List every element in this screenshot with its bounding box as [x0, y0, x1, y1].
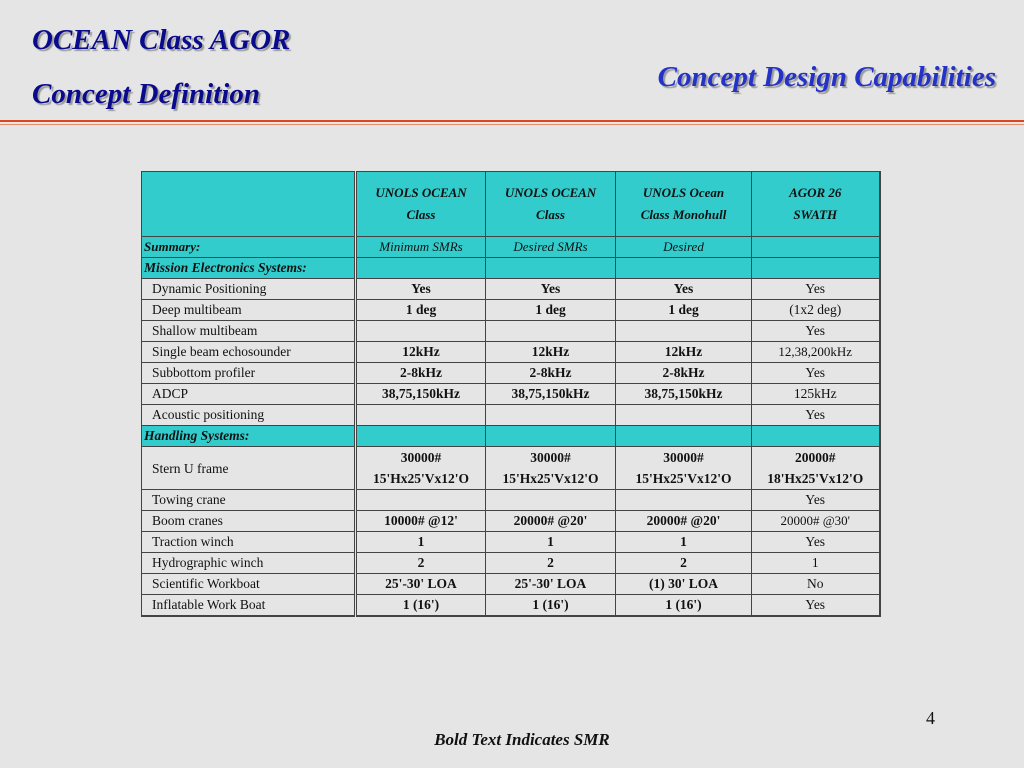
capabilities-table: [141, 171, 881, 617]
row-label: Inflatable Work Boat: [142, 595, 356, 617]
row-label: Stern U frame: [142, 447, 356, 490]
table-row: [142, 279, 880, 300]
table-cell: [616, 405, 752, 426]
table-cell: 1 (16'): [616, 595, 752, 617]
table-cell: 30000# 15'Hx25'Vx12'O: [616, 447, 752, 490]
footnote: Bold Text Indicates SMR: [434, 730, 610, 749]
table-cell: [752, 258, 880, 279]
table-cell: (1) 30' LOA: [616, 574, 752, 595]
table-cell: [616, 258, 752, 279]
table-row: [142, 511, 880, 532]
table-cell: Yes: [752, 405, 880, 426]
table-cell: 38,75,150kHz: [616, 384, 752, 405]
table-cell: 125kHz: [752, 384, 880, 405]
table-row: [142, 342, 880, 363]
table-cell: [356, 490, 486, 511]
table-row: [142, 405, 880, 426]
header-corner-cell: [142, 172, 356, 237]
table-row: [142, 300, 880, 321]
table-cell: 30000# 15'Hx25'Vx12'O: [356, 447, 486, 490]
table-cell: 12kHz: [486, 342, 616, 363]
column-header: UNOLS OCEAN Class: [486, 172, 616, 237]
table-cell: [356, 258, 486, 279]
table-cell: 38,75,150kHz: [486, 384, 616, 405]
table-cell: Yes: [752, 532, 880, 553]
row-label: Boom cranes: [142, 511, 356, 532]
table-cell: 1 deg: [486, 300, 616, 321]
column-header: AGOR 26 SWATH: [752, 172, 880, 237]
table-row: [142, 532, 880, 553]
section-row-mission: [142, 258, 880, 279]
table-cell: 38,75,150kHz: [356, 384, 486, 405]
row-label: Shallow multibeam: [142, 321, 356, 342]
table-cell: 12,38,200kHz: [752, 342, 880, 363]
table-cell: 2: [356, 553, 486, 574]
table-cell: [752, 426, 880, 447]
page-number: 4: [926, 708, 935, 728]
table-cell: 12kHz: [356, 342, 486, 363]
table-cell: Yes: [752, 321, 880, 342]
row-label: Deep multibeam: [142, 300, 356, 321]
table-cell: 2: [616, 553, 752, 574]
title-line-2: Concept Definition: [32, 78, 260, 110]
table-row: [142, 553, 880, 574]
row-label: Single beam echosounder: [142, 342, 356, 363]
table-cell: 1: [356, 532, 486, 553]
table-cell: Yes: [752, 279, 880, 300]
row-label: Acoustic positioning: [142, 405, 356, 426]
table-row: [142, 321, 880, 342]
table-cell: 2: [486, 553, 616, 574]
table-cell: [486, 490, 616, 511]
row-label: Summary:: [142, 237, 356, 258]
section-row-handling: [142, 426, 880, 447]
row-label: ADCP: [142, 384, 356, 405]
summary-row: [142, 237, 880, 258]
row-label: Scientific Workboat: [142, 574, 356, 595]
title-line-1: OCEAN Class AGOR: [32, 24, 291, 56]
table-cell: Yes: [752, 595, 880, 617]
table-cell: [616, 490, 752, 511]
table-cell: Desired: [616, 237, 752, 258]
table-cell: [356, 405, 486, 426]
table-cell: 20000# @20': [486, 511, 616, 532]
table-cell: [486, 321, 616, 342]
table-cell: (1x2 deg): [752, 300, 880, 321]
table-row: [142, 363, 880, 384]
table-cell: 1 (16'): [356, 595, 486, 617]
table-cell: 20000# 18'Hx25'Vx12'O: [752, 447, 880, 490]
table-cell: [486, 405, 616, 426]
table-row: [142, 490, 880, 511]
table-cell: Minimum SMRs: [356, 237, 486, 258]
table-row: [142, 574, 880, 595]
table-cell: Desired SMRs: [486, 237, 616, 258]
table-cell: 1 (16'): [486, 595, 616, 617]
table-cell: [752, 237, 880, 258]
table-cell: [486, 426, 616, 447]
header-rule-thin: [0, 124, 1024, 125]
column-header: UNOLS OCEAN Class: [356, 172, 486, 237]
table-cell: 1: [616, 532, 752, 553]
table-cell: 1: [486, 532, 616, 553]
table-cell: 2-8kHz: [356, 363, 486, 384]
table-row: [142, 384, 880, 405]
row-label: Towing crane: [142, 490, 356, 511]
table-cell: 25'-30' LOA: [356, 574, 486, 595]
table-header-row: [142, 172, 880, 237]
table-cell: 10000# @12': [356, 511, 486, 532]
row-label: Subbottom profiler: [142, 363, 356, 384]
row-label: Dynamic Positioning: [142, 279, 356, 300]
table-cell: [616, 426, 752, 447]
table-cell: 1: [752, 553, 880, 574]
table-cell: [356, 426, 486, 447]
section-label: Mission Electronics Systems:: [142, 258, 356, 279]
section-label: Handling Systems:: [142, 426, 356, 447]
column-header: UNOLS Ocean Class Monohull: [616, 172, 752, 237]
table-cell: Yes: [486, 279, 616, 300]
table-cell: [486, 258, 616, 279]
table-row: [142, 447, 880, 490]
table-cell: 2-8kHz: [486, 363, 616, 384]
table-cell: [356, 321, 486, 342]
table-cell: 20000# @20': [616, 511, 752, 532]
table-cell: No: [752, 574, 880, 595]
table-cell: 1 deg: [356, 300, 486, 321]
row-label: Traction winch: [142, 532, 356, 553]
slide-subtitle: Concept Design Capabilities: [657, 61, 996, 93]
table-cell: [616, 321, 752, 342]
table-cell: 12kHz: [616, 342, 752, 363]
table-cell: Yes: [356, 279, 486, 300]
table-cell: 20000# @30': [752, 511, 880, 532]
table-cell: Yes: [752, 363, 880, 384]
table-cell: 2-8kHz: [616, 363, 752, 384]
table-cell: 1 deg: [616, 300, 752, 321]
table-cell: 30000# 15'Hx25'Vx12'O: [486, 447, 616, 490]
table-cell: 25'-30' LOA: [486, 574, 616, 595]
table-row: [142, 595, 880, 617]
table-cell: Yes: [616, 279, 752, 300]
table-cell: Yes: [752, 490, 880, 511]
header-rule: [0, 120, 1024, 122]
row-label: Hydrographic winch: [142, 553, 356, 574]
